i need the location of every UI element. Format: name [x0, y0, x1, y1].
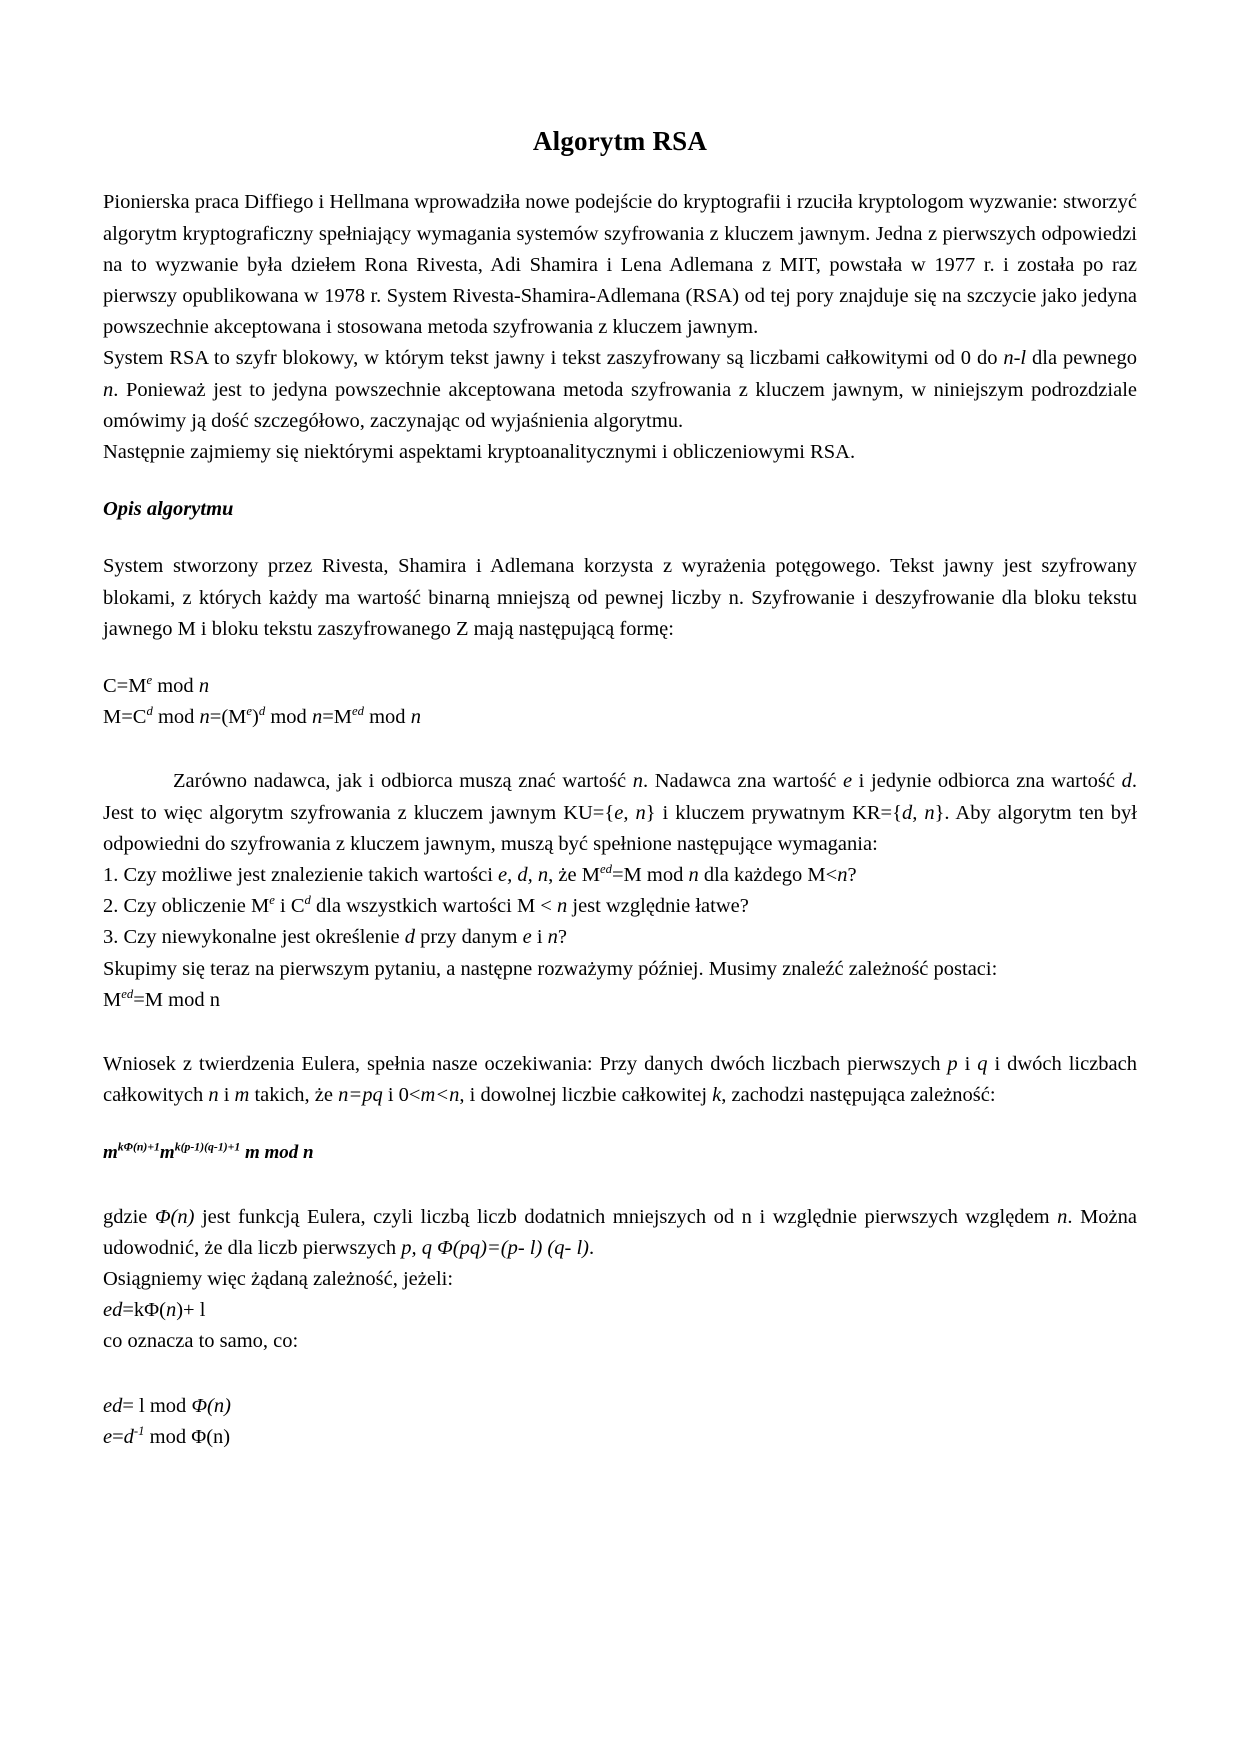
wniosek-italic-k: k [712, 1084, 722, 1107]
paragraph-wniosek-eulera [103, 1049, 1137, 1111]
formula-e-equals-d-inverse-mod-phi [103, 1422, 1137, 1453]
req-3-italic-e: e [522, 926, 532, 949]
formula-4-exponent-kphi: kΦ(n)+1 [117, 1141, 160, 1155]
gdzie-italic-p-q: p, q [401, 1236, 433, 1259]
req-2-part-c: dla wszystkich wartości M < [310, 895, 557, 918]
paragraph-skupimy-text: Skupimy się teraz na pierwszym pytaniu, a następne rozważymy później. Musimy znaleźć zależność postaci: [103, 957, 998, 980]
list-item-requirement-2 [103, 891, 1137, 922]
paragraph-zarowno [103, 766, 1137, 860]
gdzie-part-e: . [588, 1236, 595, 1259]
formula-2-italic-n-3: n [410, 706, 421, 729]
wniosek-italic-n-eq-pq: n=pq [338, 1084, 383, 1107]
formula-7-e: e [103, 1425, 113, 1448]
paragraph-intro-2 [103, 343, 1137, 437]
wniosek-italic-m: m [234, 1084, 250, 1107]
formula-2-exponent-ed: ed [351, 704, 364, 719]
formula-4-rest: m mod n [240, 1142, 314, 1164]
zarowno-italic-d-n: d, n [901, 801, 935, 824]
formula-encryption [103, 671, 1137, 702]
formula-2-mod-3: mod [363, 706, 411, 729]
paragraph-opis-1 [103, 551, 1137, 645]
zarowno-part-e: } i kluczem prywatnym KR={ [645, 801, 902, 824]
formula-7-equals: = [112, 1425, 124, 1448]
spacer [103, 525, 1137, 551]
formula-6-part-b: = l mod [122, 1394, 192, 1417]
gdzie-part-b: jest funkcją Eulera, czyli liczbą liczb dodatnich mniejszych od n i względnie pierwszych względem [194, 1205, 1058, 1228]
paragraph-osiagniemy [103, 1264, 1137, 1295]
spacer [103, 1111, 1137, 1137]
req-2-part-d: jest względnie łatwe? [567, 895, 749, 918]
section-heading-opis-algorytmu: Opis algorytmu [103, 498, 234, 521]
formula-1-mod: mod [152, 675, 199, 698]
list-item-requirement-1 [103, 860, 1137, 891]
formula-7-exponent-minus-1: -1 [133, 1424, 145, 1439]
zarowno-italic-d: d [1121, 770, 1132, 793]
formula-decryption [103, 702, 1137, 733]
zarowno-part-f: }. Aby algorytm ten był odpowiedni do szyfrowania z kluczem jawnym, muszą być spełnione następujące wymagania: [103, 801, 1138, 855]
list-item-requirement-3 [103, 922, 1137, 953]
wniosek-italic-n: n [208, 1084, 219, 1107]
wniosek-part-d: i [218, 1084, 235, 1107]
req-3-part-c: i [531, 926, 548, 949]
spacer [103, 1016, 1137, 1049]
formula-7-italic-d: d [123, 1425, 134, 1448]
wniosek-part-e: takich, że [249, 1084, 339, 1107]
formula-2-exponent-d: d [146, 704, 153, 719]
gdzie-italic-phi-n: Φ(n) [154, 1205, 195, 1228]
page-title: Algorytm RSA [532, 126, 708, 156]
req-1-part-c: =M mod [611, 864, 689, 887]
req-3-italic-n: n [547, 926, 558, 949]
req-1-part-b: , że M [548, 864, 600, 887]
formula-4-m-1: m [103, 1142, 118, 1164]
formula-1-italic-n: n [198, 675, 210, 698]
req-3-part-a: 3. Czy niewykonalne jest określenie [103, 926, 405, 949]
req-1-italic-e-d-n: e, d, n [498, 864, 549, 887]
formula-ed-equals-1-mod-phi [103, 1391, 1137, 1422]
req-3-italic-d: d [404, 926, 415, 949]
formula-1-exponent-e: e [146, 673, 153, 688]
zarowno-italic-e-n: e, n [614, 801, 646, 824]
intro-2-italic-n: n [103, 378, 114, 401]
req-1-exponent-ed: ed [599, 862, 612, 877]
intro-2-part-c: . Ponieważ jest to jedyna powszechnie akceptowana metoda szyfrowania z kluczem jawnym, w niniejszym podrozdziale omówimy ją dość szczegółowo, zaczynając od wyjaśnienia algorytmu. [103, 378, 1137, 432]
paragraph-skupimy [103, 954, 1137, 985]
gdzie-italic-n: n [1057, 1205, 1068, 1228]
intro-2-part-b: dla pewnego [1026, 347, 1137, 370]
paragraph-intro-1 [103, 187, 1137, 343]
gdzie-part-a: gdzie [103, 1205, 155, 1228]
req-3-part-b: przy danym [414, 926, 523, 949]
paragraph-co-oznacza-text: co oznacza to samo, co: [103, 1330, 299, 1353]
paragraph-intro-3 [103, 437, 1137, 468]
paragraph-gdzie-phi [103, 1202, 1137, 1264]
wniosek-part-f: i 0< [382, 1084, 421, 1107]
formula-3-part-a: M [103, 988, 122, 1011]
formula-euler-exponent [103, 1137, 1137, 1168]
formula-5-ed: ed [103, 1299, 123, 1322]
spacer [103, 733, 1137, 766]
wniosek-part-g: , i dowolnej liczbie całkowitej [459, 1084, 713, 1107]
req-1-part-e: ? [847, 864, 857, 887]
formula-5-part-c: )+ l [176, 1299, 206, 1322]
formula-7-mod: mod [144, 1425, 192, 1448]
wniosek-part-c: i dwóch liczbach całkowitych [103, 1053, 1138, 1107]
zarowno-italic-e: e [842, 770, 853, 793]
intro-2-part-a: System RSA to szyfr blokowy, w którym tekst jawny i tekst zaszyfrowany są liczbami całkowitymi od 0 do [103, 347, 1004, 370]
req-2-italic-n: n [557, 895, 568, 918]
formula-2-exponent-e: e [246, 704, 253, 719]
wniosek-part-b: i [957, 1053, 978, 1076]
formula-6-ed: ed [103, 1394, 123, 1417]
zarowno-part-a: Zarówno nadawca, jak i odbiorca muszą znać wartość [173, 770, 633, 793]
wniosek-italic-p: p [947, 1053, 958, 1076]
formula-2-part-f: =M [322, 706, 352, 729]
req-3-part-d: ? [557, 926, 568, 949]
formula-2-part-c: =(M [209, 706, 247, 729]
formula-ed-equals-kphi-plus-1 [103, 1295, 1137, 1326]
zarowno-part-d: . Jest to więc algorytm szyfrowania z kluczem jawnym KU={ [103, 770, 1137, 824]
wniosek-part-h: , zachodzi następująca zależność: [721, 1084, 996, 1107]
zarowno-italic-n: n [632, 770, 643, 793]
document-content [103, 125, 1137, 1453]
formula-7-phi-n: Φ(n) [191, 1425, 231, 1448]
intro-2-italic-n-minus-l: n-l [1003, 347, 1027, 370]
formula-6-italic-phi-n: Φ(n) [191, 1394, 231, 1417]
gdzie-italic-phi-pq: Φ(pq)=(p- l) (q- l) [437, 1236, 589, 1259]
wniosek-italic-m-lt-n: m<n [420, 1084, 460, 1107]
formula-5-italic-n: n [165, 1299, 177, 1322]
req-2-exponent-e: e [269, 893, 275, 908]
gdzie-part-c: . Można udowodnić, że dla liczb pierwszych [103, 1205, 1137, 1259]
formula-med-equals-m-mod-n [103, 985, 1137, 1016]
formula-2-italic-n-1: n [199, 706, 210, 729]
req-2-part-a: 2. Czy obliczenie M [103, 895, 270, 918]
formula-4-exponent-kpq: k(p-1)(q-1)+1 [174, 1141, 241, 1155]
formula-1-part-a: C=M [103, 675, 147, 698]
req-2-part-b: i C [274, 895, 305, 918]
paragraph-osiagniemy-text: Osiągniemy więc żądaną zależność, jeżeli: [103, 1268, 454, 1291]
formula-5-part-b: =kΦ( [122, 1299, 166, 1322]
formula-2-mod-1: mod [152, 706, 200, 729]
wniosek-part-a: Wniosek z twierdzenia Eulera, spełnia nasze oczekiwania: Przy danych dwóch liczbach pierwszych [103, 1053, 948, 1076]
formula-3-exponent-ed: ed [121, 987, 134, 1002]
req-2-exponent-d: d [304, 893, 311, 908]
formula-4-m-2: m [159, 1142, 175, 1164]
spacer [103, 1169, 1137, 1202]
wniosek-italic-q: q [977, 1053, 988, 1076]
formula-2-part-a: M=C [103, 706, 147, 729]
req-1-part-a: 1. Czy możliwe jest znalezienie takich wartości [103, 864, 499, 887]
paragraph-opis-1-text: System stworzony przez Rivesta, Shamira i Adlemana korzysta z wyrażenia potęgowego. Tekst jawny jest szyfrowany blokami, z których każdy ma wartość binarną mniejszą od pewnej liczby n. Szyfrowanie i deszyfrowanie dla bloku tekstu jawnego M i bloku tekstu zaszyfrowanego Z mają następującą formę: [103, 555, 1137, 640]
spacer [103, 468, 1137, 494]
formula-2-exponent-d-2: d [258, 704, 266, 719]
paragraph-co-oznacza [103, 1326, 1137, 1357]
formula-2-italic-n-2: n [311, 706, 323, 729]
spacer [103, 645, 1137, 671]
req-1-italic-n-2: n [837, 864, 848, 887]
formula-3-part-b: =M mod n [133, 988, 220, 1011]
spacer [103, 1358, 1137, 1391]
paragraph-intro-1-text: Pionierska praca Diffiego i Hellmana wprowadziła nowe podejście do kryptografii i rzuciła kryptologom wyzwanie: stworzyć algorytm kryptograficzny spełniający wymagania systemów szyfrowania z kluczem jawnym. Jedna z pierwszych odpowiedzi na to wyzwanie była dziełem Rona Rivesta, Adi Shamira i Lena Adlemana z MIT, powstała w 1977 r. i została po raz pierwszy opublikowana w 1978 r. System Rivesta-Shamira-Adlemana (RSA) od tej pory znajduje się na szczycie jako jedyna powszechnie akceptowana i stosowana metoda szyfrowania z kluczem jawnym. [103, 191, 1137, 339]
formula-2-paren-close: ) [252, 706, 259, 729]
zarowno-part-b: . Nadawca zna wartość [642, 770, 843, 793]
req-1-part-d: dla każdego M< [698, 864, 838, 887]
req-1-italic-n-1: n [688, 864, 699, 887]
formula-2-mod-2: mod [265, 706, 312, 729]
zarowno-part-c: i jedynie odbiorca zna wartość [852, 770, 1122, 793]
paragraph-intro-3-text: Następnie zajmiemy się niektórymi aspektami kryptoanalitycznymi i obliczeniowymi RSA. [103, 441, 856, 464]
